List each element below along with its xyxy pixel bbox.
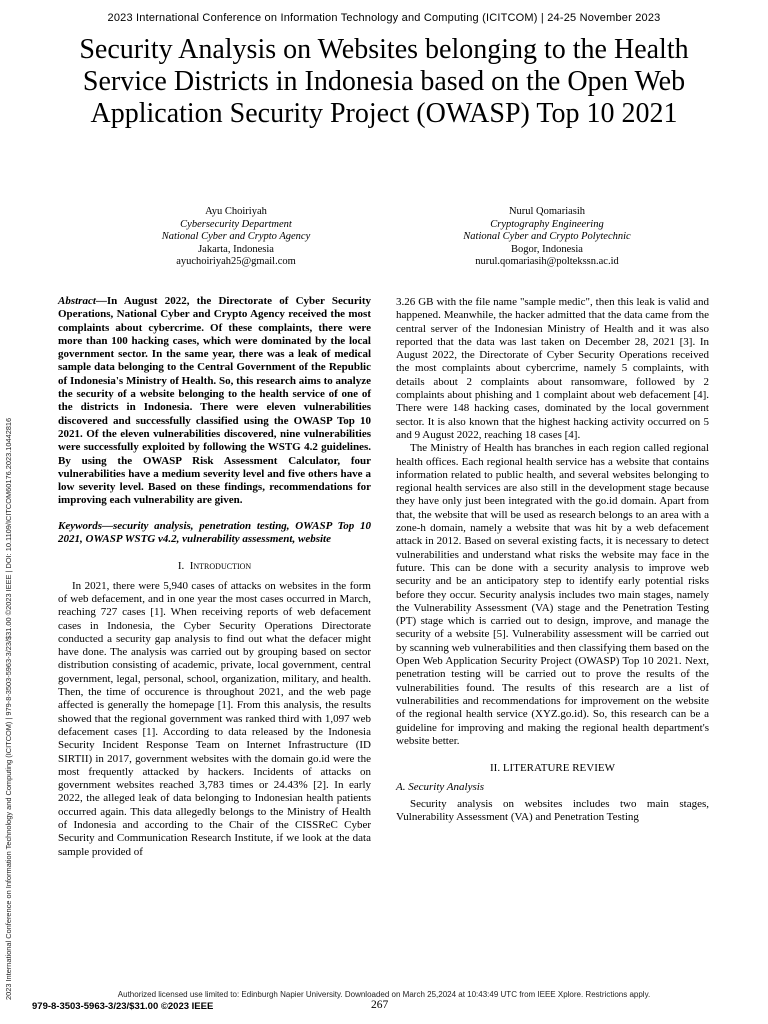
author-name: Nurul Qomariasih	[508, 206, 586, 217]
subsection-heading-security-analysis: A. Security Analysis	[396, 781, 485, 794]
keywords: Keywords—security analysis, penetration testing, OWASP Top 10 2021, OWASP WSTG v4.2, vulnerability assessment, website	[58, 519, 371, 546]
author-email: nurul.qomariasih@poltekssn.ac.id	[475, 256, 619, 267]
author-department: Cybersecurity Department	[180, 218, 292, 230]
conference-header: 2023 International Conference on Information Technology and Computing (ICITCOM) | 24-25 November 2023	[107, 12, 661, 24]
author-location: Jakarta, Indonesia	[198, 243, 274, 255]
left-column	[58, 295, 371, 859]
author-organization: National Cyber and Crypto Polytechnic	[463, 231, 631, 242]
author-block-2	[417, 206, 677, 269]
author-department: Cryptography Engineering	[490, 218, 604, 230]
author-location: Bogor, Indonesia	[511, 243, 583, 255]
right-column	[396, 296, 709, 824]
abstract	[58, 295, 371, 508]
side-doi-notice: 2023 International Conference on Information Technology and Computing (ICITCOM) | 979-8-3503-5963-3/23/$31.00 ©2023 IEEE | DOI: 10.1109/ICITCOM60176.2023.10442816	[4, 417, 13, 1000]
introduction-paragraph: In 2021, there were 5,940 cases of attacks on websites in the form of web defacement, and in one year the most cases occurred in March, reaching 727 cases [1]. When receiving reports of web defacement cases in Indonesia, the Cyber Security Operations Directorate conducted a security gap analysis to find out what the defacer might have done. The analysis was carried out by grouping based on sector distribution consisting of academic, private, local government, central government, legal, personal, school, organization, military, and health. Then, the time of occurence is throughout 2021, and the web page affected is generally the homepage [1]. From this analysis, the results showed that the regional government was ranked third with 1,097 web defacement cases [1]. According to data released by the Indonesia Security Incident Response Team on Internet Infrastructure (ID SIRTII) in 2017, government websites with the domain go.id were the most frequently attacked by hackers. Incidents of attacks on government websites reached 3,783 times or 24.43% [2]. In early 2022, the alleged leak of data belonging to Indonesian health patients occurred again. This data allegedly belongs to the Ministry of Health of Indonesia and according to the Chair of the CISSReC Cyber Security and Communication Research Institute, if we look at the data sample provided of	[58, 579, 371, 858]
body-paragraph: The Ministry of Health has branches in each region called regional health offices. Each regional health service has a website that contains information related to public health, and several websites belonging to regional health services are also still in the development stage because they have only just been integrated with the go.id domain. Apart from that, the website that will be used as research belongs to an area with a zone-h domain, namely a website that was hit by a web defacement attack in 2012. Based on several existing facts, it is necessary to detect vulnerabilities and understand what risks the website may face in the future. This can be done with a security analysis to improve web security and be an anticipatory step to identify early potential risks before they occur. Security analysis includes two main stages, namely the Vulnerability Assessment (VA) stage and the Penetration Testing (PT) stage which is carried out to design, improve, and manage the security of a website [5]. Vulnerability assessment will be carried out by scanning web vulnerabilities and then classifying them based on the Open Web Application Security Project (OWASP) Top 10 2021. Next, penetration testing will be carried out to prove the results of the vulnerabilities found. The results of this research are a list of vulnerabilities and recommendations for improvement on the website of the regional health service (XYZ.go.id). So, this research can be a guideline for improving and making the regional health department's website better.	[396, 442, 709, 747]
section-heading-introduction	[58, 560, 371, 573]
isbn-footer: 979-8-3503-5963-3/23/$31.00 ©2023 IEEE	[32, 1001, 214, 1012]
page-number: 267	[371, 999, 389, 1011]
body-paragraph: 3.26 GB with the file name "sample medic", then this leak is valid and happened. Meanwhile, the hacker admitted that the data came from the central server of the Indonesian Ministry of Health and it was also reported that the data was last taken on December 28, 2021 [3]. In August 2022, the Directorate of Cyber Security Operations received the most complaints about cybercrime, namely 5 complaints, with details about 2 complaints about ransomware, followed by 2 complaints about phishing and 1 complaint about web defacement [4]. There were 148 hacking cases, dominated by the local government sector. It is also known that the highest hacking activity occurred on 5 and 9 August 2022, reaching 18 cases [4].	[396, 296, 709, 441]
author-email: ayuchoiriyah25@gmail.com	[176, 256, 296, 267]
paper-title: Security Analysis on Websites belonging to the Health Service Districts in Indonesia based on the Open Web Application Security Project (OWASP) Top 10 2021	[79, 34, 689, 129]
abstract-text: —In August 2022, the Directorate of Cyber Security Operations, National Cyber and Crypto Agency received the most complaints about cybercrime. Of these complaints, there were more than 100 hacking cases, which were dominated by the local government sector. In the same year, there was a leak of medical sample data belonging to the Central Government of the Republic of Indonesia's Ministry of Health. So, this research aims to analyze the security of a website belonging to the health service of one of the districts in Indonesia. There were eleven vulnerabilities discovered and successfully classified using the OWASP Top 10 2021. Of the eleven vulnerabilities discovered, nine vulnerabilities were successfully exploited by following the WSTG 4.2 guidelines. By using the OWASP Risk Assessment Calculator, four vulnerabilities have a medium severity level and five others have a low severity level. Based on these findings, recommendations for improving each vulnerability are given.	[58, 295, 371, 507]
author-organization: National Cyber and Crypto Agency	[161, 231, 311, 242]
author-name: Ayu Choiriyah	[205, 206, 267, 217]
section-heading-literature-review: II. LITERATURE REVIEW	[490, 762, 615, 775]
section-title: Introduction	[189, 560, 252, 573]
section-numeral: I.	[177, 560, 185, 573]
abstract-label: Abstract	[58, 295, 96, 307]
author-block-1	[106, 206, 366, 269]
body-paragraph: Security analysis on websites includes two main stages, Vulnerability Assessment (VA) and Penetration Testing	[396, 797, 709, 823]
license-notice: Authorized licensed use limited to: Edinburgh Napier University. Downloaded on March 25,2024 at 10:43:49 UTC from IEEE Xplore. Restrictions apply.	[117, 990, 651, 999]
